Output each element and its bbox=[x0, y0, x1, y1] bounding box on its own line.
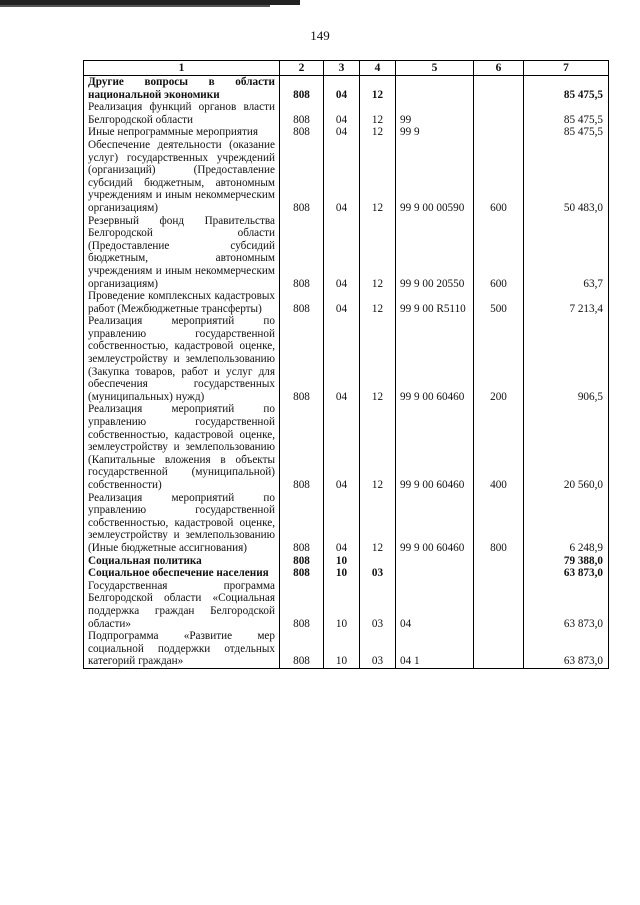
row-ministry-code: 808 bbox=[280, 403, 324, 491]
row-amount: 63 873,0 bbox=[524, 567, 609, 580]
table-row bbox=[84, 403, 609, 491]
row-section-code: 04 bbox=[324, 139, 360, 215]
row-ministry-code: 808 bbox=[280, 290, 324, 315]
row-section-code: 04 bbox=[324, 101, 360, 126]
row-section-code: 04 bbox=[324, 290, 360, 315]
row-name: Реализация мероприятий по управлению государственной собственностью, кадастровой оценке, землеустройству и землепользованию (Иные бюджетные ассигнования) bbox=[84, 492, 280, 555]
row-amount: 906,5 bbox=[524, 315, 609, 403]
row-amount: 85 475,5 bbox=[524, 126, 609, 139]
row-subsection-code: 12 bbox=[360, 139, 396, 215]
table-row bbox=[84, 567, 609, 580]
row-target-article: 99 9 00 00590 bbox=[396, 139, 474, 215]
row-ministry-code: 808 bbox=[280, 492, 324, 555]
row-section-code: 10 bbox=[324, 580, 360, 630]
row-amount: 50 483,0 bbox=[524, 139, 609, 215]
row-amount: 20 560,0 bbox=[524, 403, 609, 491]
row-amount: 6 248,9 bbox=[524, 492, 609, 555]
row-ministry-code: 808 bbox=[280, 215, 324, 291]
table-row bbox=[84, 139, 609, 215]
table-row bbox=[84, 126, 609, 139]
column-header-5: 5 bbox=[396, 61, 474, 76]
row-amount: 79 388,0 bbox=[524, 555, 609, 568]
row-subsection-code: 12 bbox=[360, 315, 396, 403]
table-row bbox=[84, 315, 609, 403]
column-header-4: 4 bbox=[360, 61, 396, 76]
row-expense-type: 800 bbox=[474, 492, 524, 555]
column-header-1: 1 bbox=[84, 61, 280, 76]
budget-table bbox=[83, 60, 609, 669]
page-number: 149 bbox=[310, 28, 330, 43]
row-subsection-code bbox=[360, 555, 396, 568]
row-name: Государственная программа Белгородской области «Социальная поддержка граждан Белгородской области» bbox=[84, 580, 280, 630]
row-name: Реализация функций органов власти Белгородской области bbox=[84, 101, 280, 126]
row-ministry-code: 808 bbox=[280, 76, 324, 102]
table-row bbox=[84, 76, 609, 102]
row-subsection-code: 12 bbox=[360, 290, 396, 315]
row-target-article: 99 9 bbox=[396, 126, 474, 139]
row-subsection-code: 03 bbox=[360, 567, 396, 580]
row-amount: 63,7 bbox=[524, 215, 609, 291]
row-target-article: 04 1 bbox=[396, 630, 474, 668]
row-expense-type: 400 bbox=[474, 403, 524, 491]
row-amount: 85 475,5 bbox=[524, 101, 609, 126]
row-ministry-code: 808 bbox=[280, 126, 324, 139]
row-section-code: 04 bbox=[324, 215, 360, 291]
row-name: Резервный фонд Правительства Белгородской области (Предоставление субсидий бюджетным, автономным учреждениям и иным некоммерческим организациям) bbox=[84, 215, 280, 291]
table-row bbox=[84, 555, 609, 568]
row-section-code: 04 bbox=[324, 492, 360, 555]
row-subsection-code: 12 bbox=[360, 101, 396, 126]
row-expense-type: 500 bbox=[474, 290, 524, 315]
row-expense-type bbox=[474, 567, 524, 580]
row-expense-type bbox=[474, 126, 524, 139]
table-body bbox=[84, 76, 609, 669]
row-target-article bbox=[396, 567, 474, 580]
row-section-code: 10 bbox=[324, 555, 360, 568]
row-subsection-code: 03 bbox=[360, 580, 396, 630]
row-subsection-code: 12 bbox=[360, 76, 396, 102]
scan-edge-line-secondary bbox=[0, 5, 270, 7]
row-name: Социальное обеспечение населения bbox=[84, 567, 280, 580]
row-name: Реализация мероприятий по управлению государственной собственностью, кадастровой оценке, землеустройству и землепользованию (Закупка товаров, работ и услуг для обеспечения государственных (муниципальных) нужд) bbox=[84, 315, 280, 403]
row-section-code: 04 bbox=[324, 76, 360, 102]
row-target-article bbox=[396, 76, 474, 102]
row-expense-type: 600 bbox=[474, 215, 524, 291]
row-name: Социальная политика bbox=[84, 555, 280, 568]
column-header-7: 7 bbox=[524, 61, 609, 76]
row-amount: 63 873,0 bbox=[524, 580, 609, 630]
table-row bbox=[84, 101, 609, 126]
row-target-article: 99 9 00 20550 bbox=[396, 215, 474, 291]
row-target-article: 99 9 00 60460 bbox=[396, 403, 474, 491]
row-ministry-code: 808 bbox=[280, 580, 324, 630]
row-expense-type: 200 bbox=[474, 315, 524, 403]
row-target-article: 99 9 00 60460 bbox=[396, 492, 474, 555]
row-amount: 7 213,4 bbox=[524, 290, 609, 315]
row-subsection-code: 12 bbox=[360, 492, 396, 555]
row-name: Другие вопросы в области национальной экономики bbox=[84, 76, 280, 102]
table-row bbox=[84, 215, 609, 291]
row-subsection-code: 03 bbox=[360, 630, 396, 668]
row-ministry-code: 808 bbox=[280, 101, 324, 126]
table-header-row bbox=[84, 61, 609, 76]
row-target-article: 99 bbox=[396, 101, 474, 126]
row-name: Проведение комплексных кадастровых работ (Межбюджетные трансферты) bbox=[84, 290, 280, 315]
row-name: Обеспечение деятельности (оказание услуг) государственных учреждений (организаций) (Предоставление субсидий бюджетным, автономным учреждениям и иным некоммерческим организациям) bbox=[84, 139, 280, 215]
row-expense-type bbox=[474, 580, 524, 630]
row-subsection-code: 12 bbox=[360, 215, 396, 291]
column-header-2: 2 bbox=[280, 61, 324, 76]
row-ministry-code: 808 bbox=[280, 315, 324, 403]
column-header-3: 3 bbox=[324, 61, 360, 76]
table-row bbox=[84, 630, 609, 668]
row-subsection-code: 12 bbox=[360, 403, 396, 491]
row-name: Реализация мероприятий по управлению государственной собственностью, кадастровой оценке, землеустройству и землепользованию (Капитальные вложения в объекты государственной (муниципальной) собственности) bbox=[84, 403, 280, 491]
column-header-6: 6 bbox=[474, 61, 524, 76]
row-section-code: 04 bbox=[324, 315, 360, 403]
row-target-article: 99 9 00 60460 bbox=[396, 315, 474, 403]
row-section-code: 04 bbox=[324, 126, 360, 139]
row-ministry-code: 808 bbox=[280, 139, 324, 215]
table-row bbox=[84, 580, 609, 630]
row-expense-type: 600 bbox=[474, 139, 524, 215]
table-row bbox=[84, 290, 609, 315]
table-row bbox=[84, 492, 609, 555]
row-target-article: 99 9 00 R5110 bbox=[396, 290, 474, 315]
row-amount: 85 475,5 bbox=[524, 76, 609, 102]
row-expense-type bbox=[474, 76, 524, 102]
row-section-code: 04 bbox=[324, 403, 360, 491]
row-ministry-code: 808 bbox=[280, 630, 324, 668]
row-subsection-code: 12 bbox=[360, 126, 396, 139]
row-ministry-code: 808 bbox=[280, 555, 324, 568]
row-name: Иные непрограммные мероприятия bbox=[84, 126, 280, 139]
row-amount: 63 873,0 bbox=[524, 630, 609, 668]
row-expense-type bbox=[474, 555, 524, 568]
row-section-code: 10 bbox=[324, 630, 360, 668]
row-section-code: 10 bbox=[324, 567, 360, 580]
row-target-article: 04 bbox=[396, 580, 474, 630]
row-expense-type bbox=[474, 630, 524, 668]
row-name: Подпрограмма «Развитие мер социальной поддержки отдельных категорий граждан» bbox=[84, 630, 280, 668]
row-target-article bbox=[396, 555, 474, 568]
row-expense-type bbox=[474, 101, 524, 126]
row-ministry-code: 808 bbox=[280, 567, 324, 580]
